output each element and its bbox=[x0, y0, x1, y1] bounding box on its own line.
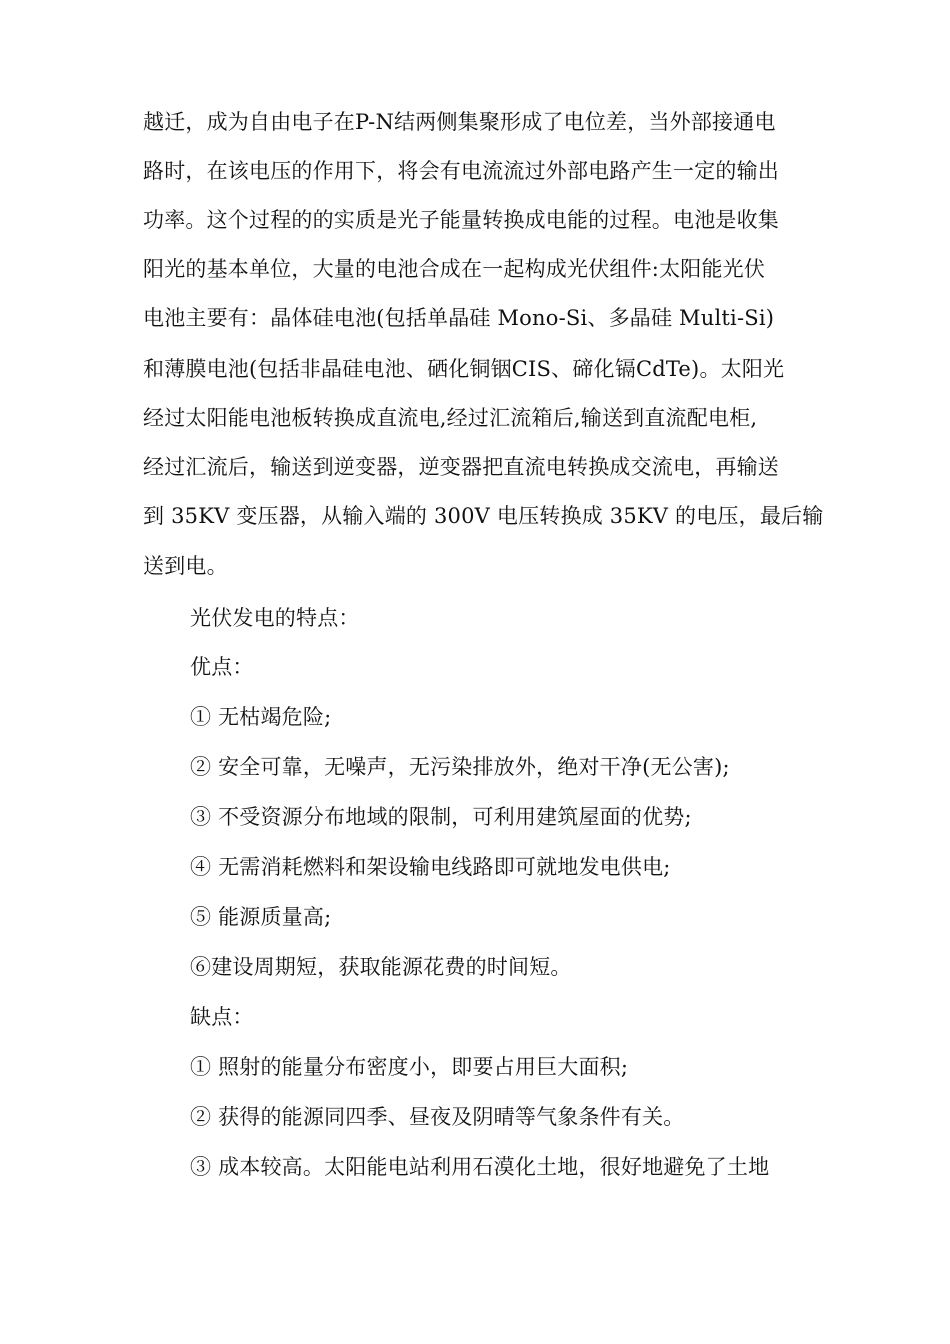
paragraph-line: 经过汇流后，输送到逆变器，逆变器把直流电转换成交流电，再输送 bbox=[143, 455, 779, 479]
paragraph-line: 经过太阳能电池板转换成直流电,经过汇流箱后,输送到直流配电柜, bbox=[143, 406, 758, 430]
disadvantage-item: ② 获得的能源同四季、昼夜及阴晴等气象条件有关。 bbox=[190, 1105, 685, 1129]
paragraph-line: 路时，在该电压的作用下，将会有电流流过外部电路产生一定的输出 bbox=[143, 159, 779, 183]
paragraph-line: 阳光的基本单位，大量的电池合成在一起构成光伏组件:太阳能光伏 bbox=[143, 257, 766, 281]
paragraph-line: 送到电。 bbox=[143, 554, 228, 578]
advantage-item: ⑥建设周期短，获取能源花费的时间短。 bbox=[190, 955, 572, 979]
disadvantage-item: ③ 成本较高。太阳能电站利用石漠化土地，很好地避免了土地 bbox=[190, 1155, 770, 1179]
advantage-item: ② 安全可靠，无噪声，无污染排放外，绝对干净(无公害); bbox=[190, 755, 730, 779]
paragraph-line: 和薄膜电池(包括非晶硅电池、硒化铜铟CIS、碲化镉CdTe)。太阳光 bbox=[143, 357, 785, 381]
advantage-item: ④ 无需消耗燃料和架设输电线路即可就地发电供电; bbox=[190, 855, 671, 879]
paragraph-line: 功率。这个过程的的实质是光子能量转换成电能的过程。电池是收集 bbox=[143, 208, 779, 232]
paragraph-line: 到 35KV 变压器，从输入端的 300V 电压转换成 35KV 的电压，最后输 bbox=[143, 504, 824, 528]
advantage-item: ① 无枯竭危险; bbox=[190, 705, 332, 729]
disadvantages-heading: 缺点： bbox=[190, 1005, 254, 1029]
paragraph-line: 电池主要有：晶体硅电池(包括单晶硅 Mono-Si、多晶硅 Multi-Si) bbox=[143, 306, 775, 330]
advantages-heading: 优点： bbox=[190, 655, 254, 679]
paragraph-line: 越迁，成为自由电子在P-N结两侧集聚形成了电位差，当外部接通电 bbox=[143, 110, 776, 134]
advantage-item: ③ 不受资源分布地域的限制，可利用建筑屋面的优势; bbox=[190, 805, 692, 829]
disadvantage-item: ① 照射的能量分布密度小，即要占用巨大面积; bbox=[190, 1055, 629, 1079]
features-heading: 光伏发电的特点： bbox=[190, 606, 360, 630]
advantage-item: ⑤ 能源质量高; bbox=[190, 905, 332, 929]
